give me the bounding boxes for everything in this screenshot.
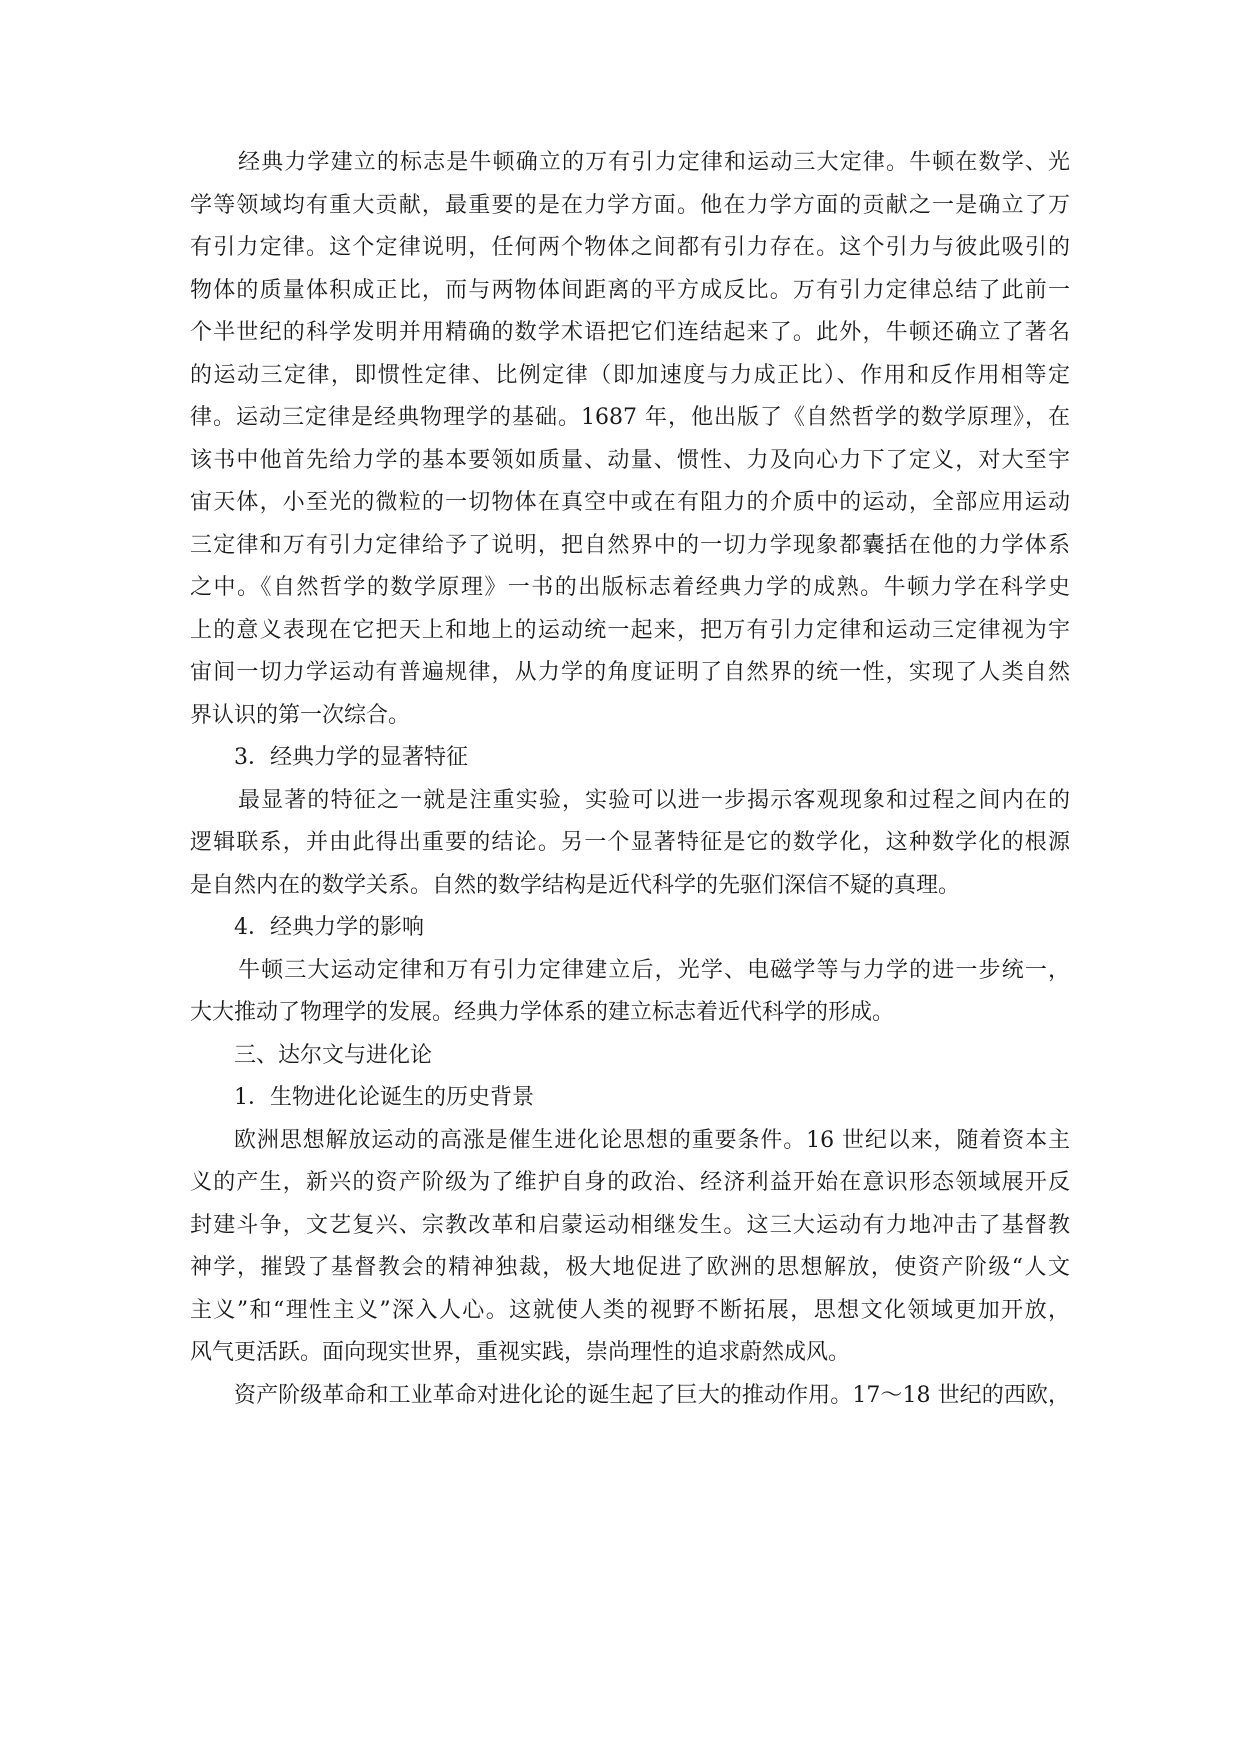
body-text-line: 大大推动了物理学的发展。经典力学体系的建立标志着近代科学的形成。 bbox=[190, 1000, 895, 1025]
body-text-line: 逻辑联系，并由此得出重要的结论。另一个显著特征是它的数学化，这种数学化的根源 bbox=[190, 830, 1070, 855]
body-text-line: 风气更活跃。面向现实世界，重视实践，崇尚理性的追求蔚然成风。 bbox=[190, 1340, 851, 1365]
body-text-line: 最显著的特征之一就是注重实验，实验可以进一步揭示客观现象和过程之间内在的 bbox=[238, 787, 1070, 813]
body-text-line: 该书中他首先给力学的基本要领如质量、动量、惯性、力及向心力下了定义，对大至宇 bbox=[190, 447, 1070, 473]
body-text-line: 学等领域均有重大贡献，最重要的是在力学方面。他在力学方面的贡献之一是确立了万 bbox=[190, 192, 1070, 218]
section-heading: 1．生物进化论诞生的历史背景 bbox=[234, 1085, 534, 1110]
body-text-line: 神学，摧毁了基督教会的精神独裁，极大地促进了欧洲的思想解放，使资产阶级“人文 bbox=[190, 1255, 1070, 1280]
body-text-line: 是自然内在的数学关系。自然的数学结构是近代科学的先驱们深信不疑的真理。 bbox=[190, 872, 961, 898]
body-text-line: 个半世纪的科学发明并用精确的数学术语把它们连结起来了。此外，牛顿还确立了著名 bbox=[190, 320, 1070, 345]
body-text-line: 界认识的第一次综合。 bbox=[190, 702, 411, 728]
body-text-line: 之中。《自然哲学的数学原理》一书的出版标志着经典力学的成熟。牛顿力学在科学史 bbox=[190, 575, 1070, 600]
body-text-line: 欧洲思想解放运动的高涨是催生进化论思想的重要条件。16 世纪以来，随着资本主 bbox=[234, 1127, 1070, 1153]
body-text-line: 资产阶级革命和工业革命对进化论的诞生起了巨大的推动作用。17～18 世纪的西欧， bbox=[234, 1382, 1070, 1408]
body-text-line: 主义”和“理性主义”深入人心。这就使人类的视野不断拓展，思想文化领域更加开放， bbox=[190, 1297, 1070, 1323]
body-text-line: 有引力定律。这个定律说明，任何两个物体之间都有引力存在。这个引力与彼此吸引的 bbox=[190, 235, 1070, 260]
body-text-line: 宙天体，小至光的微粒的一切物体在真空中或在有阻力的介质中的运动，全部应用运动 bbox=[190, 490, 1070, 515]
body-text-line: 律。运动三定律是经典物理学的基础。1687 年，他出版了《自然哲学的数学原理》，在 bbox=[190, 405, 1070, 430]
body-text-line: 经典力学建立的标志是牛顿确立的万有引力定律和运动三大定律。牛顿在数学、光 bbox=[238, 150, 1070, 175]
document-page bbox=[190, 142, 1070, 1417]
body-text-line: 上的意义表现在它把天上和地上的运动统一起来，把万有引力定律和运动三定律视为宇 bbox=[190, 617, 1070, 643]
section-heading: 4．经典力学的影响 bbox=[234, 915, 424, 940]
body-text-line: 牛顿三大运动定律和万有引力定律建立后，光学、电磁学等与力学的进一步统一， bbox=[238, 957, 1070, 983]
body-text-line: 物体的质量体积成正比，而与两物体间距离的平方成反比。万有引力定律总结了此前一 bbox=[190, 277, 1070, 303]
body-text-line: 宙间一切力学运动有普遍规律，从力学的角度证明了自然界的统一性，实现了人类自然 bbox=[190, 660, 1070, 685]
body-text-line: 的运动三定律，即惯性定律、比例定律（即加速度与力成正比）、作用和反作用相等定 bbox=[190, 362, 1070, 388]
body-text-line: 封建斗争，文艺复兴、宗教改革和启蒙运动相继发生。这三大运动有力地冲击了基督教 bbox=[190, 1212, 1070, 1238]
section-heading: 3．经典力学的显著特征 bbox=[234, 745, 468, 770]
body-text-line: 义的产生，新兴的资产阶级为了维护自身的政治、经济利益开始在意识形态领域展开反 bbox=[190, 1170, 1070, 1195]
body-text-line: 三定律和万有引力定律给予了说明，把自然界中的一切力学现象都囊括在他的力学体系 bbox=[190, 532, 1070, 558]
chapter-heading: 三、达尔文与进化论 bbox=[234, 1042, 433, 1068]
